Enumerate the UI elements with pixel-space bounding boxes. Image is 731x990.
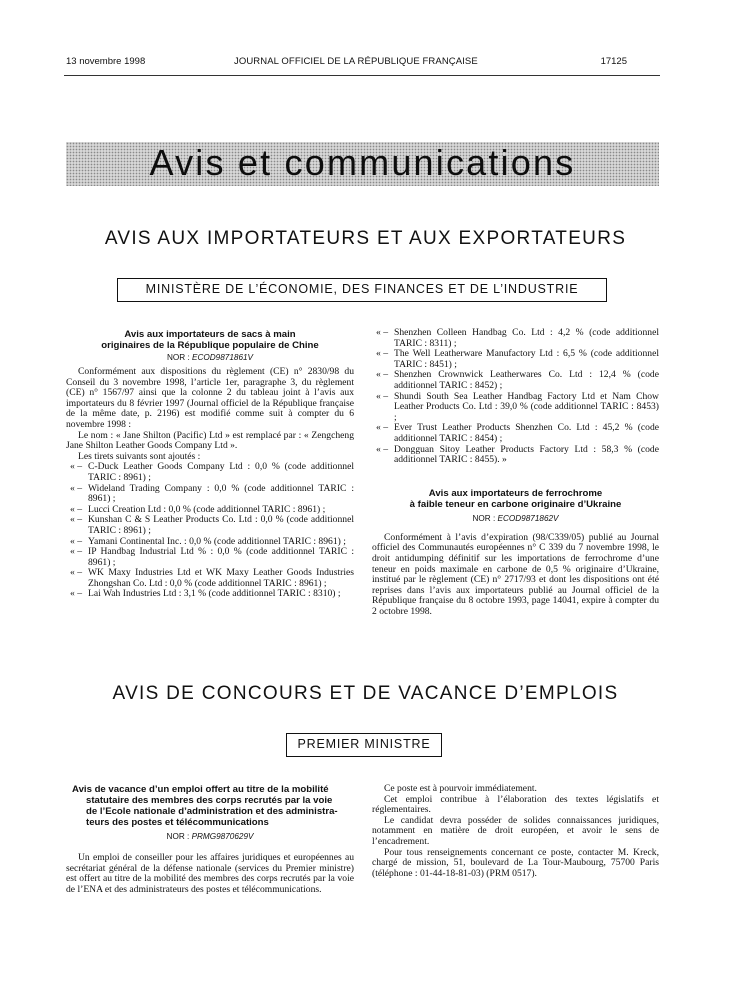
paragraph: Le candidat devra posséder de solides connaissances juridiques, notamment en matière de droit européen, et avoir le sens de l’encadrement. [372,814,659,847]
paragraph: Conformément à l’avis d’expiration (98/C339/05) publié au Journal officiel des Communautés européennes n° C 339 du 7 novembre 1998, le droit antidumping définitif sur les importations de ferrochrome d’une teneur en poids maximale en carbone de 0,5 % originaire d’Ukraine, institué par le règlement (CE) n° 2717/93 et dont les dispositions ont été reprises dans l’avis aux importateurs publié au Journal officiel de la République française du 8 octobre 1993, page 14041, expire à compter du 2 octobre 1998. [372,531,659,617]
nor-reference: NOR : ECOD9871862V [472,513,559,523]
tiret-item: « – Dongguan Sitoy Leather Products Factory Ltd : 58,3 % (code additionnel TARIC : 8455). » [376,443,659,466]
paragraph: Les tirets suivants sont ajoutés : [78,450,201,462]
ministry-box-economie: MINISTÈRE DE L’ÉCONOMIE, DES FINANCES ET DE L’INDUSTRIE [117,278,607,302]
article-title: Avis aux importateurs de ferrochrome à faible teneur en carbone originaire d’Ukraine [409,487,622,510]
article-body [66,367,354,462]
article-title: Avis aux importateurs de sacs à main originaires de la République populaire de Chine [101,329,319,351]
paragraph: Conformément aux dispositions du règlement (CE) n° 2830/98 du Conseil du 3 novembre 1998, l’article 1er, paragraphe 3, du règlement (CE) n° 1567/97 ainsi que la colonne 2 du tableau joint à l’avis aux importateurs du 8 février 1997 (Journal officiel de la République française de la même date, p. 2196) est modifié comme suit à compter du 6 novembre 1998 : [66,366,354,430]
tiret-item: « – Ever Trust Leather Products Shenzhen Co. Ltd : 45,2 % (code additionnel TARIC : 8454) ; [376,422,659,444]
section-banner [66,142,659,186]
paragraph: Pour tous renseignements concernant ce poste, contacter M. Kreck, chargé de mission, 51, boulevard de La Tour-Maubourg, 75700 Paris (téléphone : 01-44-18-81-03) (PRM 0517). [372,846,659,879]
article-body [372,533,659,618]
tiret-item: « – Shenzhen Crownwick Leatherwares Co. Ltd : 12,4 % (code additionnel TARIC : 8452) ; [376,369,659,391]
article-vacance-emploi-suite [372,784,659,879]
article-title: Avis de vacance d’un emploi offert au titre de la mobilité statutaire des membres des corps recrutés par la voie de l’Ecole nationale d’administration et des administra- teurs des postes et télécommunications [72,784,338,828]
paragraph: Un emploi de conseiller pour les affaires juridiques et européennes au secrétariat général de la défense nationale (services du Premier ministre) est offert au titre de la mobilité des membres des corps recrutés par la voie de l’ENA et des administrateurs des postes et télécommunications. [66,852,354,895]
tiret-item: « – Shundi South Sea Leather Handbag Factory Ltd et Nam Chow Leather Products Co. Ltd : 39,0 % (code additionnel TARIC : 8453) ; [376,390,659,423]
section-title-importateurs: AVIS AUX IMPORTATEURS ET AUX EXPORTATEURS [104,228,627,249]
section-title-concours: AVIS DE CONCOURS ET DE VACANCE D’EMPLOIS [112,683,619,704]
tiret-item: « – Shenzhen Colleen Handbag Co. Ltd : 4,2 % (code additionnel TARIC : 8311) ; [376,327,659,349]
tiret-item: « – Kunshan C & S Leather Products Co. Ltd : 0,0 % (code additionnel TARIC : 8961) ; [70,514,354,536]
journal-title: JOURNAL OFFICIEL DE LA RÉPUBLIQUE FRANÇAISE [234,56,478,67]
article-body [66,853,354,895]
tiret-item: « – WK Maxy Industries Ltd et WK Maxy Leather Goods Industries Zhongshan Co. Ltd : 0,0 % (code additionnel TARIC : 8961) ; [70,567,354,589]
header-rule [64,75,660,76]
nor-reference: NOR : ECOD9871861V [166,353,254,362]
tiret-item: « – Wideland Trading Company : 0,0 % (code additionnel TARIC : 8961) ; [70,482,354,505]
tiret-item: « – Lucci Creation Ltd : 0,0 % (code additionnel TARIC : 8961) ; [70,503,326,515]
paragraph: Le nom : « Jane Shilton (Pacific) Ltd » est remplacé par : « Zengcheng Jane Shilton Leather Goods Company Ltd ». [66,429,354,452]
tiret-item: « – IP Handbag Industrial Ltd % : 0,0 % (code additionnel TARIC : 8961) ; [70,546,354,568]
tiret-item: « – Lai Wah Industries Ltd : 3,1 % (code additionnel TARIC : 8310) ; [70,588,341,600]
issue-date: 13 novembre 1998 [66,56,146,67]
tiret-item: « – Yamani Continental Inc. : 0,0 % (code additionnel TARIC : 8961) ; [70,535,346,547]
article-ferrochrome [372,488,659,618]
article-vacance-emploi [66,784,354,895]
article-sacs-a-main-suite [372,328,659,617]
banner-title: Avis et communications [149,142,576,183]
article-sacs-a-main [66,329,354,600]
paragraph: Cet emploi contribue à l’élaboration des textes législatifs et réglementaires. [372,793,659,816]
nor-reference: NOR : PRMG9870629V [166,832,254,841]
tiret-list-left [66,462,354,600]
ministry-box-premier-ministre: PREMIER MINISTRE [286,733,442,757]
running-head [66,56,627,70]
tiret-item: « – C-Duck Leather Goods Company Ltd : 0,0 % (code additionnel TARIC : 8961) ; [70,461,354,483]
page-number: 17125 [600,56,627,67]
tiret-item: « – The Well Leatherware Manufactory Ltd : 6,5 % (code additionnel TARIC : 8451) ; [376,348,659,370]
paragraph: Ce poste est à pourvoir immédiatement. [384,783,537,794]
